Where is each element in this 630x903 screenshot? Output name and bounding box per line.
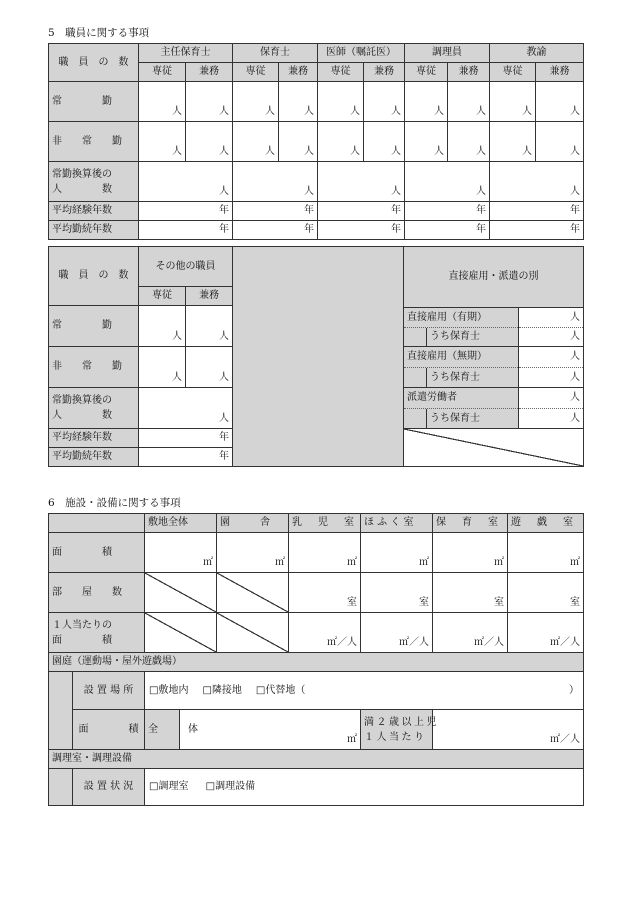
yard-header-row <box>49 653 584 672</box>
year-cell[interactable]: 年 <box>490 202 584 221</box>
full-label: 専従 <box>139 287 186 306</box>
converted-label-line2: 人 数 <box>52 410 112 421</box>
col-infant-room: 乳 児 室 <box>289 514 361 533</box>
experience-label: 平均経験年数 <box>49 202 139 221</box>
other-staff-head: その他の職員 <box>139 247 233 287</box>
year-cell[interactable]: 年 <box>405 221 490 240</box>
blank-diagonal-cell <box>404 429 584 467</box>
role-head-nursery: 保育士 <box>233 44 318 63</box>
person-cell[interactable]: 人 <box>139 162 233 202</box>
status-label: 設 置 状 況 <box>73 769 145 806</box>
full-label: 専従 <box>139 63 186 82</box>
kitchen-header: 調理室・調理設備 <box>49 750 584 769</box>
person-cell[interactable]: 人 <box>233 82 279 122</box>
dispatch-label: 派遣労働者 <box>404 388 518 409</box>
part-label: 兼務 <box>186 287 233 306</box>
m2-cell[interactable]: ㎡ <box>433 533 508 573</box>
part-label: 兼務 <box>536 63 584 82</box>
staff-table <box>48 43 584 240</box>
dispatch-values <box>519 388 584 429</box>
year-cell[interactable]: 年 <box>139 221 233 240</box>
col-nursery-room: 保 育 室 <box>433 514 508 533</box>
fulltime-label: 常 勤 <box>49 82 139 122</box>
row-fulltime <box>49 82 584 122</box>
row-area <box>49 533 584 573</box>
year-cell[interactable]: 年 <box>139 429 233 448</box>
tenure-label: 平均勤続年数 <box>49 221 139 240</box>
year-cell[interactable]: 年 <box>318 202 405 221</box>
year-cell[interactable]: 年 <box>405 202 490 221</box>
person-cell[interactable]: 人 <box>186 347 233 388</box>
person-cell[interactable]: 人 <box>318 162 405 202</box>
person-cell[interactable]: 人 <box>536 122 584 162</box>
direct-open-nursery-label: うち保育士 <box>426 368 518 387</box>
person-cell[interactable]: 人 <box>233 162 318 202</box>
blank-diagonal-cell <box>217 613 289 653</box>
person-cell[interactable]: 人 <box>139 122 186 162</box>
room-cell[interactable]: 室 <box>433 573 508 613</box>
role-head-cook: 調理員 <box>405 44 490 63</box>
other-staff-table <box>48 246 584 467</box>
dispatch-group <box>404 388 519 429</box>
over2-line2: １人当たり <box>364 731 427 743</box>
person-cell[interactable]: 人 <box>448 122 490 162</box>
parttime-label: 非 常 勤 <box>49 122 139 162</box>
staff-count-header: 職 員 の 数 <box>49 44 139 82</box>
year-cell[interactable]: 年 <box>233 202 318 221</box>
location-label: 設 置 場 所 <box>73 672 145 710</box>
m2pp-cell[interactable]: ㎡／人 <box>289 613 361 653</box>
location-options <box>145 672 584 710</box>
blank-diagonal-cell <box>145 613 217 653</box>
direct-fixed-nursery-label: うち保育士 <box>426 328 518 346</box>
room-cell[interactable]: 室 <box>508 573 584 613</box>
person-cell[interactable]: 人 <box>570 372 580 383</box>
paren-close: ） <box>569 684 579 696</box>
room-cell[interactable]: 室 <box>289 573 361 613</box>
onsite-checkbox[interactable]: □敷地内 <box>149 684 189 696</box>
person-cell[interactable]: 人 <box>536 82 584 122</box>
person-cell[interactable]: 人 <box>279 82 318 122</box>
year-cell[interactable]: 年 <box>233 221 318 240</box>
direct-fixed-label: 直接雇用（有期） <box>404 308 518 328</box>
blank-gray-area <box>233 247 404 467</box>
direct-dispatch-head: 直接雇用・派遣の別 <box>404 247 584 308</box>
yard-header: 園庭（運動場・屋外遊戯場） <box>49 653 584 672</box>
person-cell[interactable]: 人 <box>279 122 318 162</box>
row-tenure <box>49 221 584 240</box>
direct-fixed-group <box>404 308 519 347</box>
kitchen-indent <box>49 769 73 806</box>
year-cell[interactable]: 年 <box>139 202 233 221</box>
year-cell[interactable]: 年 <box>139 448 233 467</box>
experience-label: 平均経験年数 <box>49 429 139 448</box>
m2pp-cell[interactable]: ㎡／人 <box>433 613 508 653</box>
converted-label <box>49 388 139 429</box>
other-header-row <box>49 247 584 287</box>
year-cell[interactable]: 年 <box>490 221 584 240</box>
person-cell[interactable]: 人 <box>318 122 364 162</box>
col-crawl-room: ほ ふ く 室 <box>361 514 433 533</box>
person-cell[interactable]: 人 <box>490 122 536 162</box>
direct-open-group <box>404 347 519 388</box>
m2-cell[interactable]: ㎡ <box>508 533 584 573</box>
person-cell[interactable]: 人 <box>519 388 583 409</box>
full-label: 専従 <box>490 63 536 82</box>
part-label: 兼務 <box>279 63 318 82</box>
converted-label-line1: 常勤換算後の <box>52 395 112 406</box>
direct-open-values <box>519 347 584 388</box>
fulltime-label: 常 勤 <box>49 306 139 347</box>
staff-header-row <box>49 44 584 63</box>
per-person-line2: 面 積 <box>52 634 112 646</box>
yard-area-label: 面 積 <box>73 710 145 750</box>
year-cell[interactable]: 年 <box>318 221 405 240</box>
person-cell[interactable]: 人 <box>186 122 233 162</box>
person-cell[interactable]: 人 <box>519 308 583 328</box>
col-site-text: 敷地全体 <box>148 517 188 528</box>
role-head-chief: 主任保育士 <box>139 44 233 63</box>
row-experience <box>49 202 584 221</box>
person-cell[interactable]: 人 <box>570 413 580 424</box>
row-yard-area <box>49 710 584 750</box>
over2-line1: 満２歳以上児 <box>364 716 439 728</box>
full-label: 専従 <box>233 63 279 82</box>
area-label: 面 積 <box>49 533 145 573</box>
direct-open-label: 直接雇用（無期） <box>404 347 518 368</box>
row-location <box>49 672 584 710</box>
direct-fixed-values <box>519 308 584 347</box>
person-cell[interactable]: 人 <box>139 306 186 347</box>
facility-header-row <box>49 514 584 533</box>
rooms-label: 部 屋 数 <box>49 573 145 613</box>
per-person-label <box>49 613 145 653</box>
person-cell[interactable]: 人 <box>405 162 490 202</box>
person-cell[interactable]: 人 <box>139 388 233 429</box>
m2-cell[interactable]: ㎡ <box>217 533 289 573</box>
person-cell[interactable]: 人 <box>139 347 186 388</box>
full-label: 専従 <box>405 63 448 82</box>
row-parttime <box>49 122 584 162</box>
m2-cell[interactable]: ㎡ <box>145 533 217 573</box>
person-cell[interactable]: 人 <box>490 162 584 202</box>
person-cell[interactable]: 人 <box>186 82 233 122</box>
col-site <box>145 514 217 533</box>
person-cell[interactable]: 人 <box>139 82 186 122</box>
part-label: 兼務 <box>364 63 405 82</box>
part-label: 兼務 <box>448 63 490 82</box>
room-cell[interactable]: 室 <box>361 573 433 613</box>
person-cell[interactable]: 人 <box>364 122 405 162</box>
section6-title: 6 施設・設備に関する事項 <box>48 497 181 509</box>
adjacent-checkbox[interactable]: □隣接地 <box>202 684 242 696</box>
dispatch-nursery-label: うち保育士 <box>426 409 518 428</box>
equipment-checkbox[interactable]: □調理設備 <box>205 781 256 792</box>
row-kitchen-status <box>49 769 584 806</box>
row-per-person <box>49 613 584 653</box>
section5-title: 5 職員に関する事項 <box>48 27 150 39</box>
substitute-checkbox[interactable]: □代替地（ <box>255 684 306 696</box>
person-cell[interactable]: 人 <box>519 347 583 368</box>
row-converted <box>49 162 584 202</box>
blank-diagonal-cell <box>217 573 289 613</box>
person-cell[interactable]: 人 <box>490 82 536 122</box>
staff-count-header: 職 員 の 数 <box>49 247 139 306</box>
m2-cell[interactable]: ㎡ <box>289 533 361 573</box>
part-label: 兼務 <box>186 63 233 82</box>
over2-label <box>361 710 439 750</box>
converted-label-line2: 人 数 <box>52 183 112 195</box>
person-cell[interactable]: 人 <box>405 82 448 122</box>
row-rooms <box>49 573 584 613</box>
person-cell[interactable]: 人 <box>448 82 490 122</box>
person-cell[interactable]: 人 <box>233 122 279 162</box>
role-head-doctor: 医師（嘱託医） <box>318 44 405 63</box>
tenure-label: 平均勤続年数 <box>49 448 139 467</box>
status-options <box>145 769 584 806</box>
person-cell[interactable]: 人 <box>364 82 405 122</box>
blank-diagonal-cell <box>145 573 217 613</box>
m2pp-cell[interactable]: ㎡／人 <box>361 613 433 653</box>
person-cell[interactable]: 人 <box>318 82 364 122</box>
converted-label-line1: 常勤換算後の <box>52 168 112 180</box>
person-cell[interactable]: 人 <box>405 122 448 162</box>
kitchen-header-row <box>49 750 584 769</box>
m2-cell[interactable]: ㎡ <box>180 710 361 750</box>
col-play-room: 遊 戯 室 <box>508 514 584 533</box>
m2-cell[interactable]: ㎡ <box>361 533 433 573</box>
role-head-teacher: 教諭 <box>490 44 584 63</box>
per-person-line1: １人当たりの <box>52 619 112 631</box>
full-label: 専従 <box>318 63 364 82</box>
person-cell[interactable]: 人 <box>570 331 580 342</box>
parttime-label: 非 常 勤 <box>49 347 139 388</box>
facility-table <box>48 513 584 806</box>
m2pp-cell[interactable]: ㎡／人 <box>508 613 584 653</box>
whole-label: 全 体 <box>145 710 180 750</box>
person-cell[interactable]: 人 <box>186 306 233 347</box>
col-building: 園 舎 <box>217 514 289 533</box>
m2pp-cell[interactable]: ㎡／人 <box>433 710 584 750</box>
converted-label <box>49 162 139 202</box>
kitchen-checkbox[interactable]: □調理室 <box>149 781 189 792</box>
yard-indent <box>49 672 73 750</box>
corner-cell <box>49 514 145 533</box>
